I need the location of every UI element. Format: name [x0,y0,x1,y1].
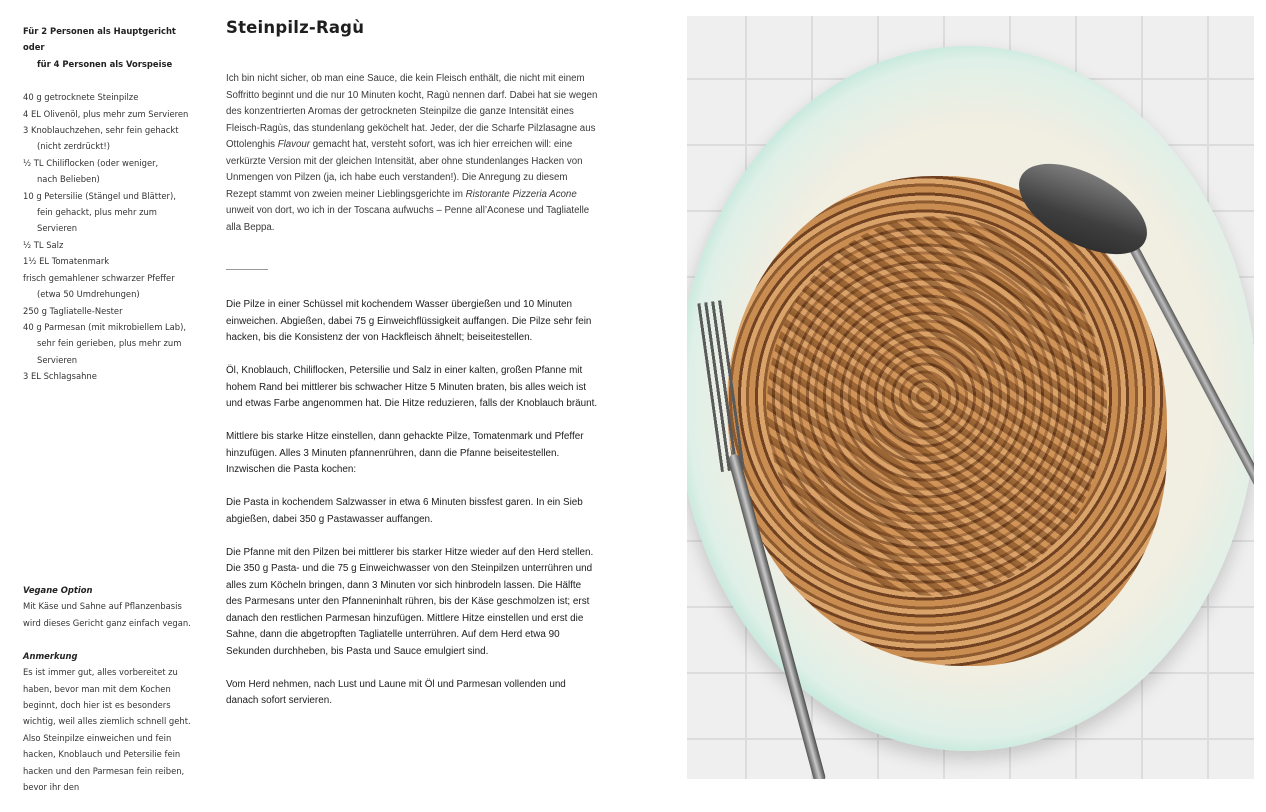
servings-line-2: für 4 Personen als Vorspeise [37,58,173,69]
intro-book-title: Flavour [277,139,311,150]
ingredient-item: (etwa 50 Umdrehungen) [37,289,140,300]
intro-text-3: unweit von dort, wo ich in der Toscana aufwuchs – Penne all’Aconese und Tagliatelle alla Beppa. [226,205,590,233]
vegan-option-heading: Vegane Option [23,585,93,595]
method-step: Mittlere bis starke Hitze einstellen, dann gehackte Pilze, Tomatenmark und Pfeffer hinzufügen. Alles 3 Minuten pfannenrühren, dann die Pfanne beiseitestellen. Inzwischen die Pasta kochen: [226,431,584,475]
method-step: Die Pfanne mit den Pilzen bei mittlerer bis starker Hitze wieder auf den Herd stellen. Die 350 g Pasta- und die 75 g Einweichwasser von den Steinpilzen unterrühren und alles zum Köcheln bringen, dann 3 Minuten vor sich hinbrodeln lassen. Die Hälfte des Parmesans unter den Pfanneninhalt rühren, bis der Käse geschmolzen ist; erst danach den restlichen Parmesan hinzufügen. Mittlere Hitze einstellen und erst die Sahne, dann die abgetropften Tagliatelle unterrühren. Auf dem Herd etwa 90 Sekunden durchheben, bis Pasta und Sauce emulgiert sind. [226,546,594,657]
ingredient-item: 4 EL Olivenöl, plus mehr zum Servieren [23,108,189,119]
ingredient-item: 40 g Parmesan (mit mikrobiellem Lab), [23,321,187,332]
method-step: Die Pilze in einer Schüssel mit kochendem Wasser übergießen und 10 Minuten einweichen. Abgießen, dabei 75 g Einweichflüssigkeit auffangen. Die Pilze sehr fein hacken, bis die Konsistenz der von Hackfleisch ähnelt; beiseitestellen. [226,299,592,343]
method-steps [226,297,598,710]
ingredient-item: 10 g Petersilie (Stängel und Blätter), [23,190,176,201]
ingredient-item: 40 g getrocknete Steinpilze [23,92,139,103]
method-step: Öl, Knoblauch, Chiliflocken, Petersilie und Salz in einer kalten, großen Pfanne mit hohem Rand bei mittlerer bis schwacher Hitze 5 Minuten braten, bis alles weich ist und etwas Farbe angenommen hat. Die Hitze reduzieren, falls der Knoblauch bräunt. [226,365,598,409]
servings-info [23,23,198,72]
ingredient-item: frisch gemahlener schwarzer Pfeffer [23,272,175,283]
ingredient-item: fein gehackt, plus mehr zum Servieren [37,207,157,234]
recipe-main [226,15,598,726]
servings-line-1: Für 2 Personen als Hauptgericht oder [23,26,176,53]
vegan-option-text: Mit Käse und Sahne auf Pflanzenbasis wird dieses Gericht ganz einfach vegan. [23,601,191,628]
section-divider [226,269,268,270]
ingredient-item: 3 EL Schlagsahne [23,371,97,382]
method-step: Die Pasta in kochendem Salzwasser in etwa 6 Minuten bissfest garen. In ein Sieb abgießen, dabei 350 g Pastawasser auffangen. [226,497,583,525]
intro-text-2: gemacht hat, versteht sofort, was ich hier erreichen will: eine verkürzte Version mit der gleichen Intensität, aber ohne stundenlanges Hacken von Unmengen von Pilzen (ja, ich habe euch verstanden!). Die Anregung zu diesem Rezept stammt von zweien meiner Lieblingsgerichte im [226,139,583,200]
ingredient-item: 3 Knoblauchzehen, sehr fein gehackt [23,125,179,136]
ingredient-item: Servieren [37,354,78,365]
ingredient-item: 250 g Tagliatelle-Nester [23,305,123,316]
ingredient-item: nach Belieben) [37,174,100,185]
recipe-title: Steinpilz-Ragù [226,18,365,37]
ingredient-item: (nicht zerdrückt!) [37,141,111,152]
ingredients-column [23,23,198,385]
ingredient-item: sehr fein gerieben, plus mehr zum [37,338,182,349]
ingredient-item: ½ TL Salz [23,239,64,250]
ingredient-item: ½ TL Chiliflocken (oder weniger, [23,157,159,168]
pasta-texture [767,216,1107,596]
intro-restaurant-name: Ristorante Pizzeria Acone [465,188,577,200]
method-step: Vom Herd nehmen, nach Lust und Laune mit Öl und Parmesan vollenden und danach sofort servieren. [226,678,566,706]
note-text: Es ist immer gut, alles vorbereitet zu haben, bevor man mit dem Kochen beginnt, doch hier ist es besonders wichtig, weil alles ziemlich schnell geht. Also Steinpilze einweichen und fein hacken, Knoblauch und Petersilie fein hacken und den Parmesan fein reiben, bevor ihr den [23,667,191,792]
recipe-intro [226,71,598,236]
notes-section [23,582,193,812]
ingredient-item: 1½ EL Tomatenmark [23,256,110,267]
ingredient-list [23,89,198,384]
intro-text-1: Ich bin nicht sicher, ob man eine Sauce, die kein Fleisch enthält, die nicht mit einem Soffritto beginnt und die nur 10 Minuten kocht, Ragù nennen darf. Dabei hat sie wegen des konzentrierten Aromas der getrockneten Steinpilze die ganze Intensität eines Fleisch-Ragùs, das stundenlang geköchelt hat. Jeder, der die Scharfe Pilzlasagne aus Ottolenghis [226,73,598,150]
dish-photo [687,16,1254,779]
note-heading: Anmerkung [23,650,78,661]
